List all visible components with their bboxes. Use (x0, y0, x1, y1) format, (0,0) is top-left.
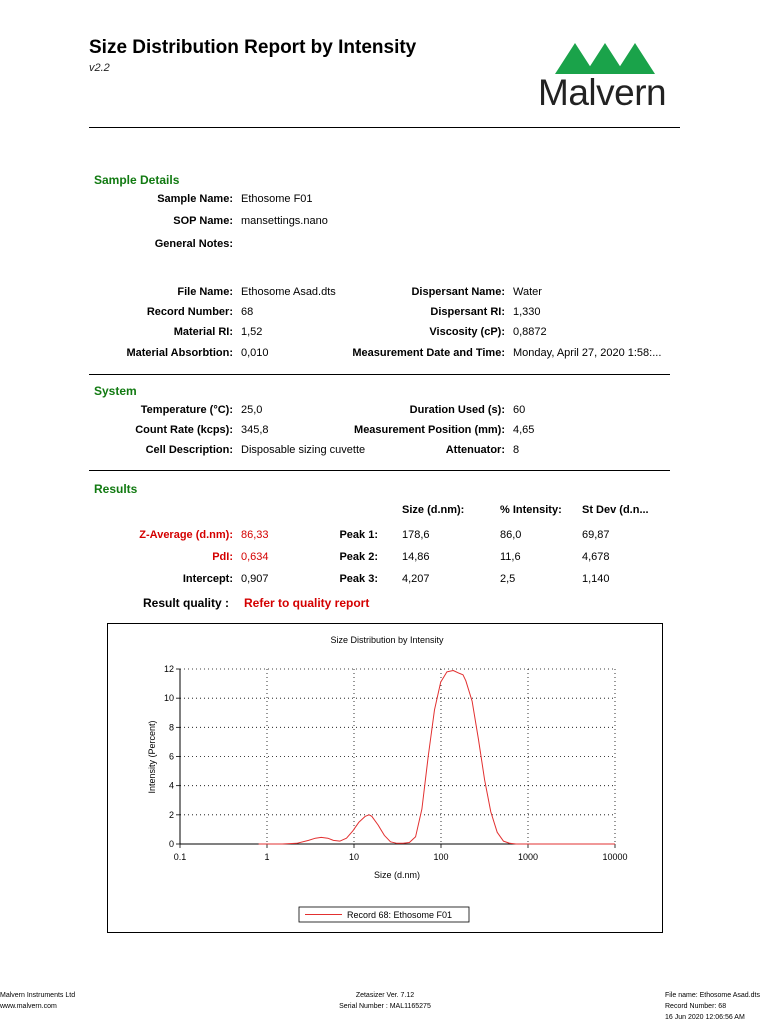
x-tick-label: 1000 (517, 852, 539, 862)
value-peak-2-size: 14,86 (402, 551, 430, 563)
system-divider (89, 470, 670, 471)
label-result-quality: Result quality : (143, 596, 230, 610)
footer-left (0, 990, 75, 1012)
value-z-average: 86,33 (241, 529, 269, 541)
y-tick-label: 12 (163, 664, 174, 674)
value-measurement-date: Monday, April 27, 2020 1:58:... (513, 347, 662, 359)
value-sop-name: mansettings.nano (241, 215, 328, 227)
label-measurement-date: Measurement Date and Time: (352, 347, 505, 359)
footer-record-number: Record Number: 68 (665, 1003, 727, 1010)
y-tick-label: 10 (163, 693, 174, 704)
label-peak-3: Peak 3: (339, 573, 378, 585)
label-attenuator: Attenuator: (445, 444, 505, 456)
value-peak-3-stdev: 1,140 (582, 573, 610, 585)
value-temperature: 25,0 (241, 404, 263, 416)
col-header-intensity: % Intensity: (500, 504, 562, 516)
label-record-number: Record Number: (146, 306, 233, 318)
x-tick-label: 0.1 (173, 852, 187, 862)
value-count-rate: 345,8 (241, 424, 269, 436)
footer-software-version: Zetasizer Ver. 7.12 (355, 992, 415, 999)
label-sop-name: SOP Name: (173, 215, 233, 227)
series-line-0 (259, 671, 615, 845)
value-peak-1-stdev: 69,87 (582, 529, 610, 541)
value-material-ri: 1,52 (241, 326, 263, 338)
value-peak-1-intensity: 86,0 (500, 529, 522, 541)
x-tick-label: 100 (433, 852, 449, 862)
footer-right (665, 990, 760, 1023)
y-tick-label: 4 (168, 780, 174, 791)
value-peak-2-intensity: 11,6 (500, 551, 521, 563)
value-sample-name: Ethosome F01 (241, 193, 313, 205)
x-tick-label: 1 (264, 852, 270, 862)
value-file-name: Ethosome Asad.dts (241, 286, 336, 298)
chart-frame (107, 623, 663, 933)
label-dispersant-name: Dispersant Name: (411, 286, 505, 298)
col-header-size: Size (d.nm): (402, 504, 465, 516)
chart-x-label: Size (d.nm) (373, 870, 421, 880)
section-heading-sample-details: Sample Details (94, 173, 180, 187)
label-general-notes: General Notes: (154, 238, 233, 250)
footer-center (330, 990, 440, 1012)
label-viscosity: Viscosity (cP): (429, 326, 505, 338)
value-measurement-position: 4,65 (513, 424, 535, 436)
value-peak-3-intensity: 2,5 (500, 573, 516, 585)
value-peak-2-stdev: 4,678 (582, 551, 610, 563)
value-viscosity: 0,8872 (513, 326, 547, 338)
value-duration: 60 (513, 404, 526, 416)
footer-file-name: File name: Ethosome Asad.dts (665, 992, 760, 999)
x-tick-label: 10 (348, 852, 360, 862)
value-result-quality: Refer to quality report (244, 596, 370, 610)
size-distribution-chart (108, 624, 662, 932)
value-pdi: 0,634 (241, 551, 269, 563)
value-record-number: 68 (241, 306, 254, 318)
legend-label: Record 68: Ethosome F01 (347, 910, 453, 920)
label-measurement-position: Measurement Position (mm): (354, 424, 505, 436)
col-header-stdev: St Dev (d.n... (582, 504, 649, 516)
header-divider (89, 127, 680, 128)
value-attenuator: 8 (513, 444, 520, 456)
value-dispersant-ri: 1,330 (513, 306, 541, 318)
footer-website: www.malvern.com (0, 1003, 57, 1010)
y-tick-label: 6 (168, 751, 174, 762)
label-cell-description: Cell Description: (145, 444, 233, 456)
chart-title: Size Distribution by Intensity (330, 635, 444, 645)
label-peak-1: Peak 1: (339, 529, 378, 541)
label-temperature: Temperature (°C): (140, 404, 233, 416)
label-pdi: PdI: (212, 551, 233, 563)
label-file-name: File Name: (177, 286, 233, 298)
value-material-absorbtion: 0,010 (241, 347, 269, 359)
label-count-rate: Count Rate (kcps): (135, 424, 233, 436)
label-material-ri: Material RI: (173, 326, 233, 338)
label-peak-2: Peak 2: (339, 551, 378, 563)
y-tick-label: 8 (168, 722, 174, 733)
label-dispersant-ri: Dispersant RI: (430, 306, 505, 318)
label-sample-name: Sample Name: (157, 193, 233, 205)
label-z-average: Z-Average (d.nm): (139, 529, 233, 541)
value-dispersant-name: Water (513, 286, 542, 298)
footer-timestamp: 16 Jun 2020 12:06:56 AM (665, 1014, 745, 1021)
footer-serial-number: Serial Number : MAL1165275 (339, 1003, 431, 1010)
value-peak-3-size: 4,207 (402, 573, 430, 585)
label-material-absorbtion: Material Absorbtion: (126, 347, 233, 359)
y-tick-label: 0 (168, 839, 174, 849)
y-tick-label: 2 (168, 809, 174, 820)
malvern-logo-icon (555, 40, 655, 74)
section-heading-system: System (94, 384, 137, 398)
label-intercept: Intercept: (182, 573, 233, 585)
report-version: v2.2 (89, 62, 110, 74)
x-tick-label: 10000 (602, 852, 628, 862)
value-peak-1-size: 178,6 (402, 529, 430, 541)
section-heading-results: Results (94, 482, 138, 496)
sample-details-divider (89, 374, 670, 375)
malvern-logo-text: Malvern (538, 72, 667, 113)
report-title: Size Distribution Report by Intensity (89, 37, 417, 58)
value-intercept: 0,907 (241, 573, 269, 585)
chart-y-label: Intensity (Percent) (147, 720, 157, 794)
footer-company: Malvern Instruments Ltd (0, 992, 76, 999)
label-duration: Duration Used (s): (409, 404, 505, 416)
value-cell-description: Disposable sizing cuvette (241, 444, 366, 456)
